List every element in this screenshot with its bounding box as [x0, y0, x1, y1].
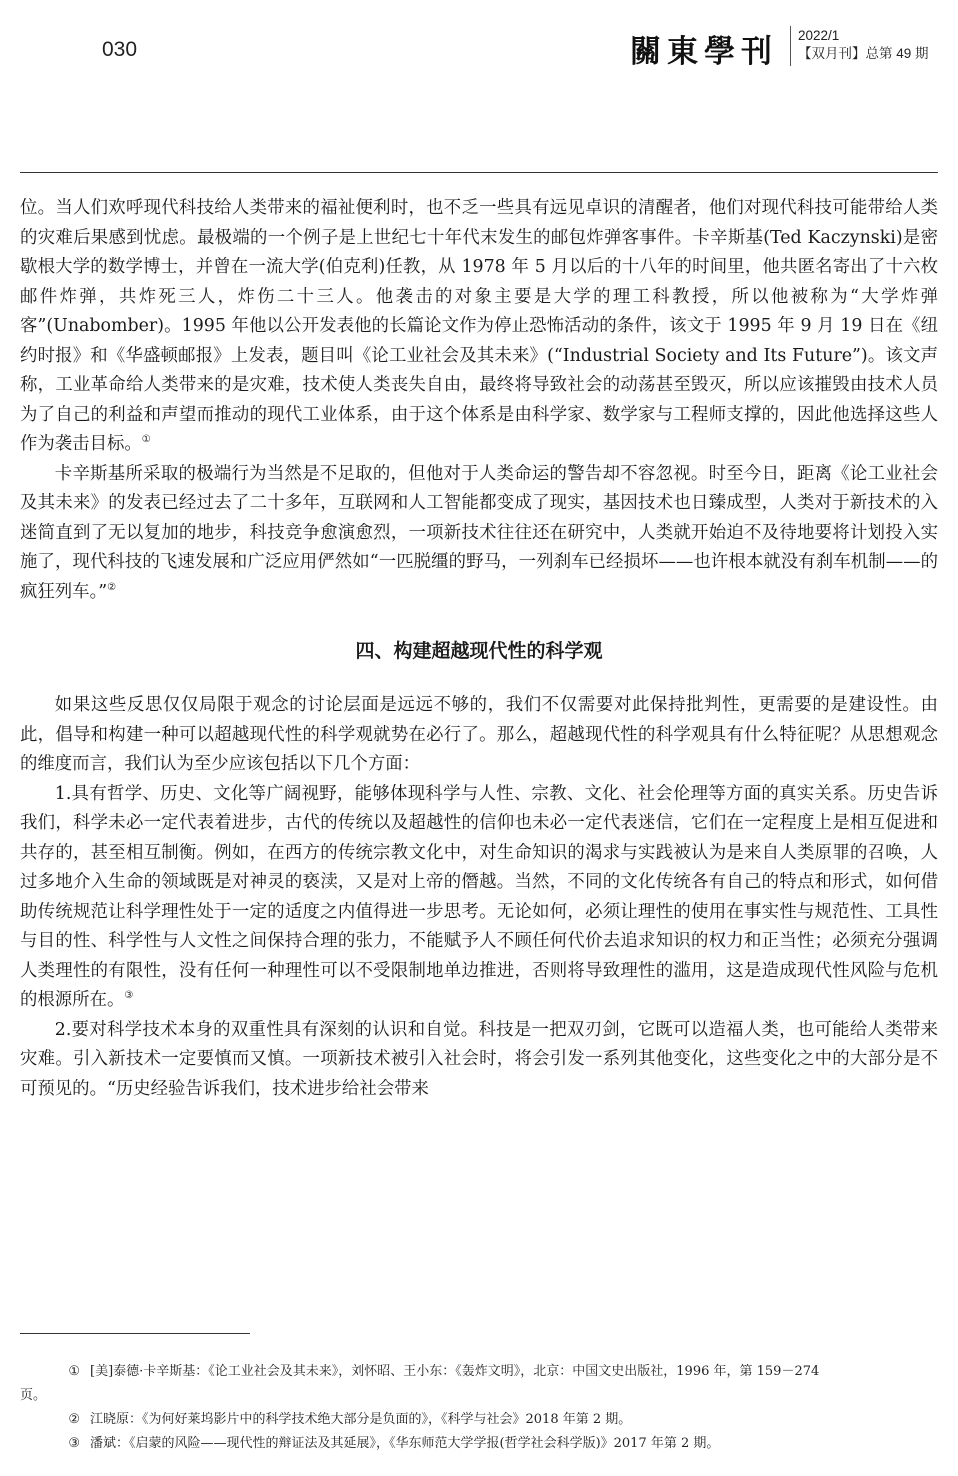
footnote-item	[20, 1432, 938, 1456]
footnote-ref[interactable]: ②	[107, 581, 117, 593]
footnote-rule	[20, 1333, 250, 1334]
paragraph-text: 位。当人们欢呼现代科技给人类带来的福祉便利时，也不乏一些具有远见卓识的清醒者，他们对现代科技可能带给人类的灾难后果感到忧虑。最极端的一个例子是上世纪七十年代末发生的邮包炸弹客事件。卡辛斯基(Ted Kaczynski)是密歇根大学的数学博士，并曾在一流大学(伯克利)任教，从 1978 年 5 月以后的十八年的时间里，他共匿名寄出了十六枚邮件炸弹，共炸死三人，炸伤二十三人。他袭击的对象主要是大学的理工科教授，所以他被称为“大学炸弹客”(Unabomber)。1995 年他以公开发表他的长篇论文作为停止恐怖活动的条件，该文于 1995 年 9 月 19 日在《纽约时报》和《华盛顿邮报》上发表，题目叫《论工业社会及其未来》(“Industrial Society and Its Future”)。该文声称，工业革命给人类带来的是灾难，技术使人类丧失自由，最终将导致社会的动荡甚至毁灭，所以应该摧毁由技术人员为了自己的利益和声望而推动的现代工业体系，由于这个体系是由科学家、数学家与工程师支撑的，因此他选择这些人作为袭击目标。	[20, 198, 938, 454]
paragraph	[20, 1016, 938, 1105]
footnote-text: [美]泰德·卡辛斯基：《论工业社会及其未来》，刘怀昭、王小东：《轰炸文明》，北京：中国文史出版社，1996 年，第 159－274	[90, 1364, 820, 1379]
footnote-mark: ①	[68, 1364, 80, 1379]
section-heading: 四、构建超越现代性的科学观	[355, 640, 603, 662]
footnote-text: 潘斌：《启蒙的风险——现代性的辩证法及其延展》，《华东师范大学学报(哲学社会科学版)》2017 年第 2 期。	[90, 1436, 720, 1451]
footnotes	[20, 1360, 938, 1456]
paragraph-text: 1.具有哲学、历史、文化等广阔视野，能够体现科学与人性、宗教、文化、社会伦理等方面的真实关系。历史告诉我们，科学未必一定代表着进步，古代的传统以及超越性的信仰也未必一定代表迷信，它们在一定程度上是相互促进和共存的，甚至相互制衡。例如，在西方的传统宗教文化中，对生命知识的渴求与实践被认为是来自人类原罪的召唤，人过多地介入生命的领域既是对神灵的亵渎，又是对上帝的僭越。当然，不同的文化传统各有自己的特点和形式，如何借助传统规范让科学理性处于一定的适度之内值得进一步思考。无论如何，必须让理性的使用在事实性与规范性、工具性与目的性、科学性与人文性之间保持合理的张力，不能赋予人不顾任何代价去追求知识的权力和正当性；必须充分强调人类理性的有限性，没有任何一种理性可以不受限制地单边推进，否则将导致理性的滥用，这是造成现代性风险与危机的根源所在。	[20, 783, 938, 1010]
footnote-mark: ②	[68, 1412, 80, 1427]
paragraph-text: 如果这些反思仅仅局限于观念的讨论层面是远远不够的，我们不仅需要对此保持批判性，更需要的是建设性。由此，倡导和构建一种可以超越现代性的科学观就势在必行了。那么，超越现代性的科学观具有什么特征呢？从思想观念的维度而言，我们认为至少应该包括以下几个方面：	[20, 695, 938, 774]
paragraph-text: 2.要对科学技术本身的双重性具有深刻的认识和自觉。科技是一把双刃剑，它既可以造福人类，也可能给人类带来灾难。引入新技术一定要慎而又慎。一项新技术被引入社会时，将会引发一系列其他变化，这些变化之中的大部分是不可预见的。“历史经验告诉我们，技术进步给社会带来	[20, 1019, 938, 1099]
footnote-text: 江晓原：《为何好莱坞影片中的科学技术绝大部分是负面的》，《科学与社会》2018 年第 2 期。	[90, 1412, 632, 1427]
footnote-ref[interactable]: ③	[124, 990, 134, 1001]
page-number: 030	[102, 38, 138, 61]
header-divider	[790, 26, 791, 66]
paragraph	[20, 460, 938, 608]
journal-logo: 關東學刊	[630, 34, 778, 70]
footnote-ref[interactable]: ①	[141, 434, 151, 445]
issue-year: 2022/1	[798, 28, 840, 43]
paragraph	[20, 691, 938, 780]
paragraph	[20, 780, 938, 1016]
paragraph-text: 卡辛斯基所采取的极端行为当然是不足取的，但他对于人类命运的警告却不容忽视。时至今日，距离《论工业社会及其未来》的发表已经过去了二十多年，互联网和人工智能都变成了现实，基因技术也日臻成型，人类对于新技术的入迷简直到了无以复加的地步，科技竞争愈演愈烈，一项新技术往往还在研究中，人类就开始迫不及待地要将计划投入实施了，现代科技的飞速发展和广泛应用俨然如“一匹脱缰的野马，一列刹车已经损坏——也许根本就没有刹车机制——的疯狂列车。”	[20, 463, 938, 602]
footnote-item	[20, 1360, 938, 1384]
article-body	[20, 194, 938, 1104]
issue-info	[798, 27, 929, 63]
page-header	[20, 0, 938, 176]
footnote-mark: ③	[68, 1436, 80, 1451]
paragraph	[20, 194, 938, 460]
header-rule	[20, 172, 938, 173]
footnote-continuation: 页。	[20, 1388, 47, 1403]
issue-volume: 【双月刊】总第 49 期	[798, 46, 929, 61]
footnote-item	[20, 1408, 938, 1432]
